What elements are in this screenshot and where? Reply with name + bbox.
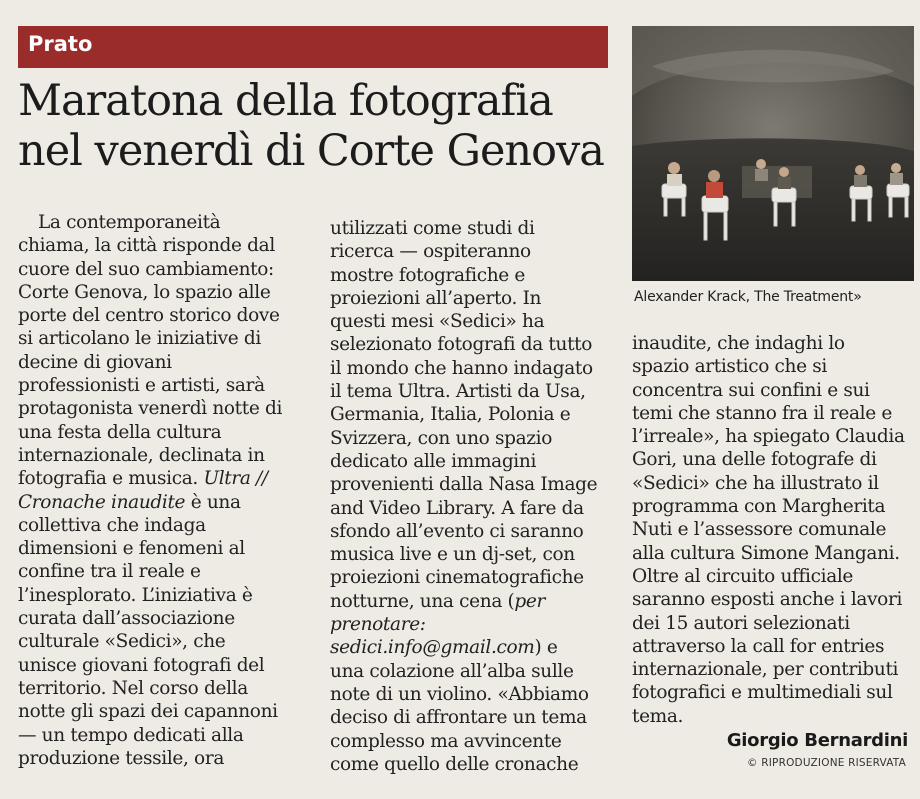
text-fragment: ) e xyxy=(534,637,558,659)
text-line: Corte Genova, lo spazio alle xyxy=(18,281,271,303)
text-line xyxy=(18,491,318,514)
text-line: chiama, la città risponde dal xyxy=(18,235,275,257)
text-line: come quello delle cronache xyxy=(330,753,579,775)
text-line: «Sedici» che ha illustrato il xyxy=(632,472,879,494)
text-line: professionisti e artisti, sarà xyxy=(18,375,265,397)
text-line: notte gli spazi dei capannoni xyxy=(18,701,278,723)
text-line: territorio. Nel corso della xyxy=(18,677,248,699)
text-line: fotografici e multimediali sul xyxy=(632,682,893,704)
headline-line-1: Maratona della fotografia xyxy=(18,76,553,126)
text-line xyxy=(330,636,630,659)
text-line: dedicato alle immagini xyxy=(330,450,537,472)
text-line: Svizzera, con uno spazio xyxy=(330,427,553,449)
headline-line-2: nel venerdì di Corte Genova xyxy=(18,126,604,176)
text-line: inaudite, che indaghi lo xyxy=(632,333,845,354)
text-fragment: è una xyxy=(190,491,241,513)
text-line: utilizzati come studi di xyxy=(330,218,535,239)
text-line: si articolano le iniziative di xyxy=(18,328,261,350)
cave-audience-illustration xyxy=(632,26,914,281)
text-line: internazionale, declinata in xyxy=(18,444,265,466)
text-line: complesso ma avvincente xyxy=(330,730,562,752)
text-line: alla cultura Simone Mangani. xyxy=(632,542,900,564)
text-fragment: fotografia e musica. xyxy=(18,468,198,490)
text-line: decine di giovani xyxy=(18,351,172,373)
italic-fragment: per xyxy=(514,590,545,612)
text-line: curata dall’associazione xyxy=(18,608,235,630)
text-line: provenienti dalla Nasa Image xyxy=(330,474,598,496)
text-line: una colazione all’alba sulle xyxy=(330,660,574,682)
text-line: selezionato fotografi da tutto xyxy=(330,334,593,356)
text-line: spazio artistico che si xyxy=(632,356,827,378)
text-line: musica live e un dj-set, con xyxy=(330,544,575,566)
italic-fragment: prenotare: xyxy=(330,614,426,636)
section-header-bar xyxy=(18,26,608,68)
text-line: dimensioni e fenomeni al xyxy=(18,538,245,560)
text-line: temi che stanno fra il reale e xyxy=(632,402,892,424)
text-line: La contemporaneità xyxy=(38,212,221,233)
text-line: porte del centro storico dove xyxy=(18,305,280,327)
article-headline xyxy=(18,76,618,176)
text-line: tema. xyxy=(632,705,684,727)
text-line: dei 15 autori selezionati xyxy=(632,612,850,634)
text-line: concentra sui confini e sui xyxy=(632,379,870,401)
text-line: proiezioni cinematografiche xyxy=(330,567,584,589)
text-line: protagonista venerdì notte di xyxy=(18,398,283,420)
text-line: Nuti e l’assessore comunale xyxy=(632,519,887,541)
italic-title-fragment: Ultra // xyxy=(203,468,268,490)
italic-title-fragment: Cronache inaudite xyxy=(18,491,186,513)
author-byline: Giorgio Bernardini xyxy=(726,730,908,751)
text-line xyxy=(330,613,630,636)
text-line: una festa della cultura xyxy=(18,421,222,443)
text-line: ricerca — ospiteranno xyxy=(330,241,531,263)
text-line: culturale «Sedici», che xyxy=(18,631,226,653)
text-line: questi mesi «Sedici» ha xyxy=(330,311,545,333)
photo-caption: Alexander Krack, The Treatment» xyxy=(634,289,862,305)
text-line: Oltre al circuito ufficiale xyxy=(632,565,854,587)
text-line: cuore del suo cambiamento: xyxy=(18,258,274,280)
text-line: programma con Margherita xyxy=(632,496,886,518)
text-line: deciso di affrontare un tema xyxy=(330,707,587,729)
text-line: unisce giovani fotografi del xyxy=(18,654,265,676)
article-column-2 xyxy=(330,217,630,776)
article-column-1 xyxy=(18,211,318,770)
article-photo xyxy=(632,26,914,281)
text-line: il mondo che hanno indagato xyxy=(330,357,593,379)
text-line: mostre fotografiche e xyxy=(330,264,526,286)
text-line: produzione tessile, ora xyxy=(18,747,225,769)
text-line: proiezioni all’aperto. In xyxy=(330,287,542,309)
text-line: il tema Ultra. Artisti da Usa, xyxy=(330,381,586,403)
text-line: confine tra il reale e xyxy=(18,561,201,583)
article-column-3 xyxy=(632,332,920,728)
text-line: Gori, una delle fotografe di xyxy=(632,449,877,471)
text-line: l’inesplorato. L’iniziativa è xyxy=(18,584,253,606)
text-line: l’irreale», ha spiegato Claudia xyxy=(632,426,905,448)
section-label: Prato xyxy=(28,32,93,56)
text-line: sfondo all’evento ci saranno xyxy=(330,520,584,542)
text-line: and Video Library. A fare da xyxy=(330,497,584,519)
text-line: — un tempo dedicati alla xyxy=(18,724,244,746)
booking-email: sedici.info@gmail.com xyxy=(330,637,535,659)
text-line: collettiva che indaga xyxy=(18,514,206,536)
text-line: attraverso la call for entries xyxy=(632,635,885,657)
text-line: Germania, Italia, Polonia e xyxy=(330,404,571,426)
text-line: saranno esposti anche i lavori xyxy=(632,589,903,611)
text-line xyxy=(330,590,630,613)
text-fragment: notturne, una cena ( xyxy=(330,590,515,612)
text-line: note di un violino. «Abbiamo xyxy=(330,683,589,705)
text-line xyxy=(18,467,318,490)
rights-notice: © RIPRODUZIONE RISERVATA xyxy=(747,757,906,769)
text-line: internazionale, per contributi xyxy=(632,659,899,681)
